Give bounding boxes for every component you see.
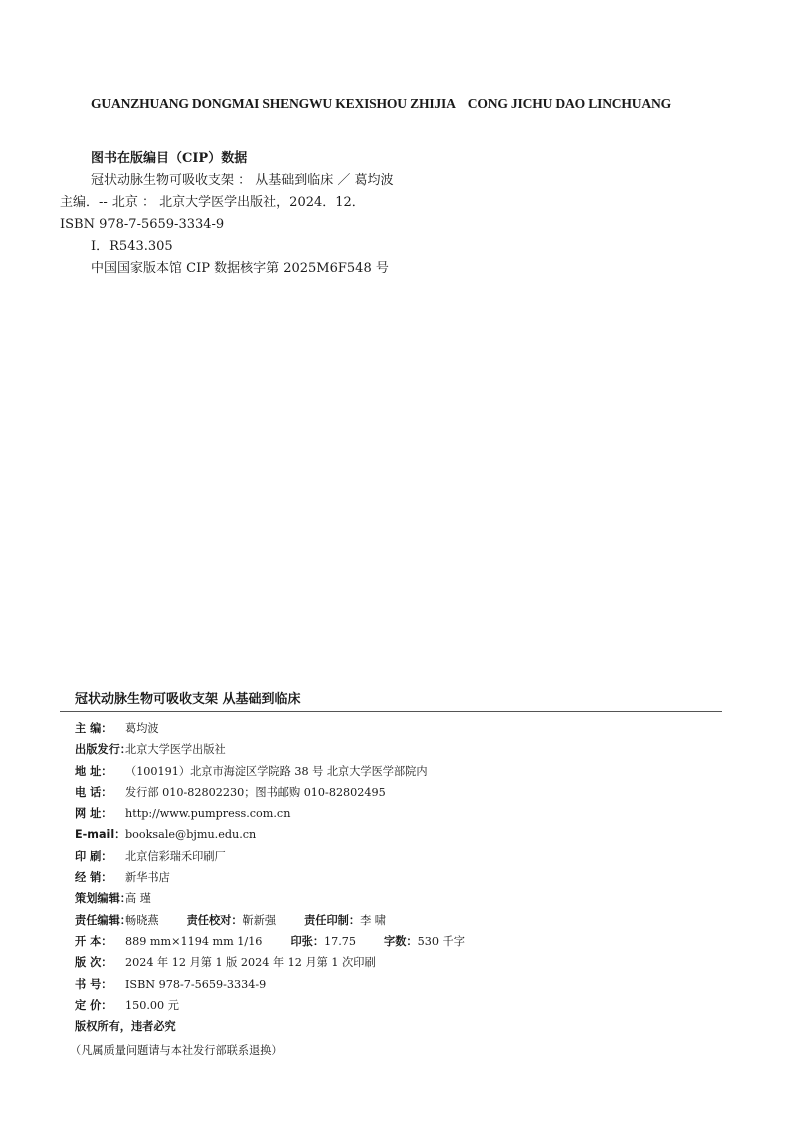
value: 靳新强 [242, 913, 277, 927]
value: 北京大学医学出版社 [125, 743, 226, 757]
info-row-price [75, 995, 465, 1016]
label: 字数： [384, 934, 418, 948]
info-row-distributor [75, 867, 465, 888]
cip-line: 主编．-- 北京 ： 北京大学医学出版社，2024．12． [60, 195, 365, 210]
info-row-publisher [75, 739, 465, 760]
info-row-web [75, 803, 465, 824]
pinyin-title: GUANZHUANG DONGMAI SHENGWU KEXISHOU ZHIJIA CONG JICHU DAO LINCHUANG [91, 96, 672, 111]
book-title: 冠状动脉生物可吸收支架 从基础到临床 [75, 692, 301, 707]
cip-line: 冠状动脉生物可吸收支架 ： 从基础到临床 ／ 葛均波 [91, 173, 394, 188]
cip-block [60, 148, 740, 280]
info-row-printer [75, 846, 465, 867]
info-row-email [75, 824, 465, 845]
info-row-editor [75, 718, 465, 739]
value: 发行部 010-82802230；图书邮购 010-82802495 [125, 785, 386, 799]
value: 2024 年 12 月第 1 版 2024 年 12 月第 1 次印刷 [125, 956, 376, 970]
info-row-planner [75, 888, 465, 909]
label: 出版发行： [75, 743, 131, 757]
value: 畅晓燕 [125, 913, 159, 927]
label: 版 次： [75, 956, 113, 970]
info-row-address [75, 761, 465, 782]
info-row-responsible [75, 910, 465, 931]
label: 开 本： [75, 934, 113, 948]
info-row-isbn [75, 974, 465, 995]
cip-isbn: ISBN 978-7-5659-3334-9 [60, 217, 225, 232]
value: booksale@bjmu.edu.cn [125, 828, 257, 842]
value: 530 千字 [417, 934, 465, 948]
label: 责任校对： [186, 913, 243, 927]
label: 责任印制： [304, 913, 361, 927]
cip-record-number: 中国国家版本馆 CIP 数据核字第 2025M6F548 号 [91, 261, 389, 276]
value: 889 mm×1194 mm 1/16 [125, 934, 263, 948]
value: ISBN 978-7-5659-3334-9 [125, 977, 267, 991]
label: 网 址： [75, 807, 113, 821]
cip-classification: Ⅰ．R543.305 [91, 239, 173, 254]
label: 经 销： [75, 871, 113, 885]
cip-heading: 图书在版编目（CIP）数据 [91, 151, 248, 166]
info-row-rights [75, 1016, 465, 1037]
label: 印张： [290, 934, 325, 948]
value: 北京信彩瑞禾印刷厂 [125, 849, 226, 863]
value: http://www.pumpress.com.cn [125, 807, 291, 821]
value: 150.00 元 [125, 998, 179, 1012]
quality-note: （凡属质量问题请与本社发行部联系退换） [70, 1044, 283, 1057]
value: 葛均波 [125, 722, 159, 735]
label: 书 号： [75, 977, 113, 991]
info-row-format [75, 931, 465, 952]
value: 高 瑾 [125, 892, 151, 906]
label: E-mail： [75, 828, 126, 842]
publication-info [75, 718, 465, 1037]
label: 地 址： [75, 764, 113, 778]
divider [60, 711, 722, 712]
value: 李 啸 [360, 913, 386, 927]
value: （100191）北京市海淀区学院路 38 号 北京大学医学部院内 [125, 764, 428, 778]
label: 责任编辑： [75, 913, 131, 927]
label: 策划编辑： [75, 892, 131, 906]
rights-notice: 版权所有，违者必究 [75, 1020, 176, 1034]
label: 主 编： [75, 722, 113, 735]
info-row-edition [75, 952, 465, 973]
value: 17.75 [324, 934, 357, 948]
label: 定 价： [75, 998, 113, 1012]
value: 新华书店 [125, 871, 170, 885]
label: 电 话： [75, 785, 113, 799]
label: 印 刷： [75, 849, 113, 863]
info-row-phone [75, 782, 465, 803]
